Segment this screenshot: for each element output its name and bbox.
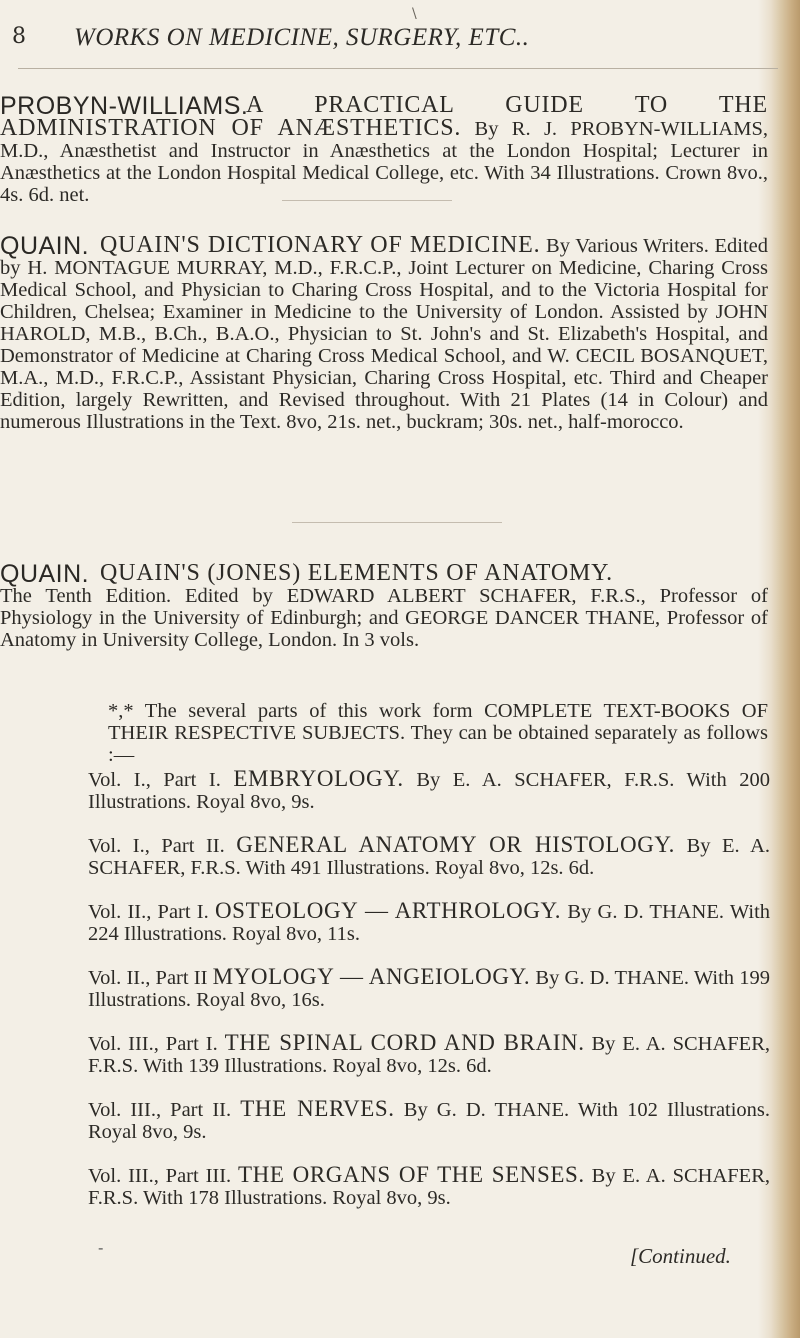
volume-part: Vol. II., Part I.: [88, 901, 209, 923]
volume-details: By G. D. THANE. With 224 Illustrations. Royal 8vo, 11s.: [88, 901, 771, 945]
volume-part: Vol. II., Part II: [88, 967, 208, 989]
stray-mark: -: [98, 1238, 104, 1257]
entry-text: [0, 562, 768, 651]
volume-details: By E. A. SCHAFER, F.R.S. With 491 Illustrations. Royal 8vo, 12s. 6d.: [88, 835, 771, 879]
entry-text: [0, 234, 768, 433]
volume-listing: [88, 966, 770, 1011]
volume-title: EMBRYOLOGY.: [233, 766, 404, 791]
entry-description: By R. J. PROBYN-WILLIAMS, M.D., Anæsthetist and Instructor in Anæsthetics at the London Hospital; Lecturer in Anæsthetics at the London Hospital Medical College, etc. With 34 Illustrations. Crown 8vo., 4s. 6d. net.: [0, 118, 768, 206]
entry-title: QUAIN'S DICTIONARY OF MEDICINE.: [100, 232, 541, 258]
separator: [292, 522, 502, 523]
entry-description: By Various Writers. Edited by H. MONTAGUE MURRAY, M.D., F.R.C.P., Joint Lecturer on Medicine, Charing Cross Medical School, and Physician to Charing Cross Hospital, and to the Victoria Hospital for Children, Chelsea; Examiner in Medicine to the University of London. Assisted by JOHN HAROLD, M.B., B.Ch., B.A.O., Physician to St. John's and St. Elizabeth's Hospital, and Demonstrator of Medicine at Charing Cross Medical School, and W. CECIL BOSANQUET, M.A., M.D., F.R.C.P., Assistant Physician, Charing Cross Hospital, etc. Third and Cheaper Edition, largely Rewritten, and Revised throughout. With 21 Plates (14 in Colour) and numerous Illustrations in the Text. 8vo, 21s. net., buckram; 30s. net., half-morocco.: [0, 235, 768, 433]
volume-details: By G. D. THANE. With 199 Illustrations. Royal 8vo, 16s.: [88, 967, 771, 1011]
volume-details: By E. A. SCHAFER, F.R.S. With 139 Illustrations. Royal 8vo, 12s. 6d.: [88, 1033, 771, 1077]
entry-heading: QUAIN.: [0, 560, 90, 588]
separate-parts-note: *,* The several parts of this work form COMPLETE TEXT-BOOKS OF THEIR RESPECTIVE SUBJECTS. They can be obtained separately as follows :—: [108, 700, 768, 766]
printer-mark: \: [412, 6, 417, 22]
volume-title: GENERAL ANATOMY OR HISTOLOGY.: [236, 832, 676, 857]
volume-part: Vol. I., Part I.: [88, 769, 221, 791]
continued-note: [Continued.: [630, 1244, 731, 1268]
volume-part: Vol. I., Part II.: [88, 835, 225, 857]
entry-quain-anatomy: [0, 560, 780, 670]
entry-quain-dictionary: [0, 232, 780, 502]
volume-title: THE ORGANS OF THE SENSES.: [238, 1162, 585, 1187]
entry-heading: QUAIN.: [0, 232, 90, 260]
volume-listing: [88, 834, 770, 879]
volume-listing: [88, 1098, 770, 1143]
volume-listing: [88, 1032, 770, 1077]
volume-details: By E. A. SCHAFER, F.R.S. With 178 Illustrations. Royal 8vo, 9s.: [88, 1165, 770, 1209]
page-header: [12, 18, 772, 58]
volume-title: MYOLOGY — ANGEIOLOGY.: [212, 964, 531, 989]
separator: [282, 200, 452, 201]
entry-title: A PRACTICAL GUIDE TO THE ADMINISTRATION OF ANÆSTHETICS.: [0, 92, 768, 141]
volume-title: THE SPINAL CORD AND BRAIN.: [224, 1030, 585, 1055]
entry-heading: PROBYN-WILLIAMS.: [0, 92, 249, 120]
running-title: WORKS ON MEDICINE, SURGERY, ETC..: [74, 24, 530, 51]
page-number: 8: [12, 24, 26, 49]
header-rule: [18, 68, 778, 69]
entry-description: The Tenth Edition. Edited by EDWARD ALBERT SCHAFER, F.R.S., Professor of Physiology in the University of Edinburgh; and GEORGE DANCER THANE, Professor of Anatomy in University College, London. In 3 vols.: [0, 585, 768, 651]
volume-part: Vol. III., Part II.: [88, 1099, 232, 1121]
volume-details: By G. D. THANE. With 102 Illustrations. Royal 8vo, 9s.: [88, 1099, 771, 1143]
volume-title: OSTEOLOGY — ARTHROLOGY.: [214, 898, 562, 923]
volume-details: By E. A. SCHAFER, F.R.S. With 200 Illustrations. Royal 8vo, 9s.: [88, 769, 770, 813]
entry-title: QUAIN'S (JONES) ELEMENTS OF ANATOMY.: [100, 560, 613, 586]
volume-listing: [88, 768, 770, 813]
volume-listing: [88, 900, 770, 945]
volume-part: Vol. III., Part III.: [88, 1165, 232, 1187]
entry-probyn-williams: [0, 92, 780, 206]
volume-part: Vol. III., Part I.: [88, 1033, 218, 1055]
entry-text: [0, 94, 768, 206]
volume-title: THE NERVES.: [240, 1096, 395, 1121]
volume-listing: [88, 1164, 770, 1209]
